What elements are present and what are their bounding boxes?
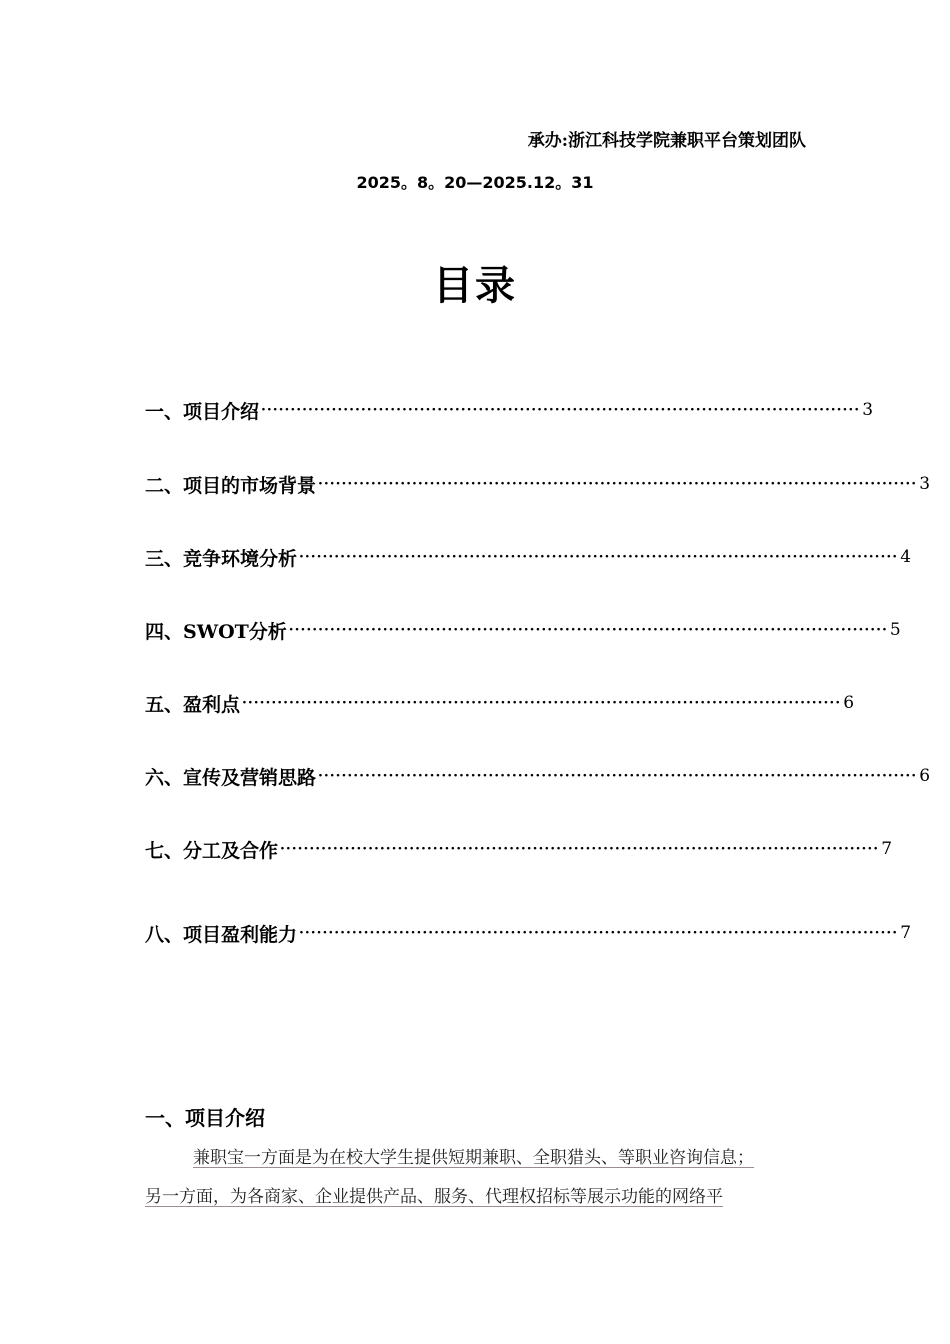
toc-entry-number: 四、: [145, 620, 184, 643]
toc-entry-page: 5: [889, 620, 901, 640]
toc-entry-number: 七、: [145, 839, 184, 862]
toc-dot-leader: ······································································································: [318, 476, 918, 492]
toc-entry-6[interactable]: [145, 761, 931, 791]
toc-entry-7[interactable]: [145, 834, 893, 864]
organizer-line: 承办:浙江科技学院兼职平台策划团队: [527, 131, 806, 151]
toc-entry-label: 项目的市场背景: [183, 474, 317, 497]
toc-entry-number: 六、: [145, 766, 184, 789]
body-text-line-1: 兼职宝一方面是为在校大学生提供短期兼职、全职猎头、等职业咨询信息；: [193, 1148, 754, 1168]
toc-dot-leader: ······································································································: [261, 402, 861, 418]
toc-entry-label: 项目盈利能力: [183, 923, 298, 946]
toc-entry-number: 二、: [145, 474, 184, 497]
toc-dot-leader: ······································································································: [280, 841, 880, 857]
toc-entry-label: 竞争环境分析: [183, 547, 298, 570]
toc-entry-label: 分工及合作: [183, 839, 279, 862]
toc-dot-leader: ······································································································: [242, 695, 842, 711]
toc-entry-number: 三、: [145, 547, 184, 570]
toc-entry-page: 3: [919, 474, 931, 494]
toc-entry-number: 五、: [145, 693, 184, 716]
toc-entry-5[interactable]: [145, 688, 855, 718]
toc-entry-page: 7: [881, 839, 893, 859]
toc-entry-page: 6: [919, 766, 931, 786]
toc-dot-leader: ······································································································: [299, 549, 899, 565]
toc-dot-leader: ······································································································: [299, 925, 899, 941]
section-heading: 一、项目介绍: [145, 1106, 265, 1130]
toc-dot-leader: ······································································································: [288, 622, 888, 638]
toc-entry-label: 宣传及营销思路: [183, 766, 317, 789]
toc-dot-leader: ······································································································: [318, 768, 918, 784]
toc-entry-label: SWOT分析: [183, 620, 287, 643]
toc-entry-page: 7: [900, 923, 912, 943]
toc-entry-number: 八、: [145, 923, 184, 946]
toc-entry-page: 3: [862, 400, 874, 420]
toc-title: 目录: [433, 263, 517, 309]
toc-entry-label: 盈利点: [183, 693, 241, 716]
toc-entry-page: 6: [843, 693, 855, 713]
toc-entry-label: 项目介绍: [183, 400, 260, 423]
toc-entry-8[interactable]: [145, 918, 912, 948]
toc-entry-3[interactable]: [145, 542, 912, 572]
date-range: 2025。8。20—2025.12。31: [356, 173, 594, 192]
toc-entry-4[interactable]: [145, 615, 901, 645]
toc-entry-number: 一、: [145, 400, 184, 423]
toc-entry-2[interactable]: [145, 469, 931, 499]
toc-entry-1[interactable]: [145, 395, 874, 425]
body-text-line-2: 另一方面，为各商家、企业提供产品、服务、代理权招标等展示功能的网络平: [145, 1187, 723, 1207]
toc-entry-page: 4: [900, 547, 912, 567]
